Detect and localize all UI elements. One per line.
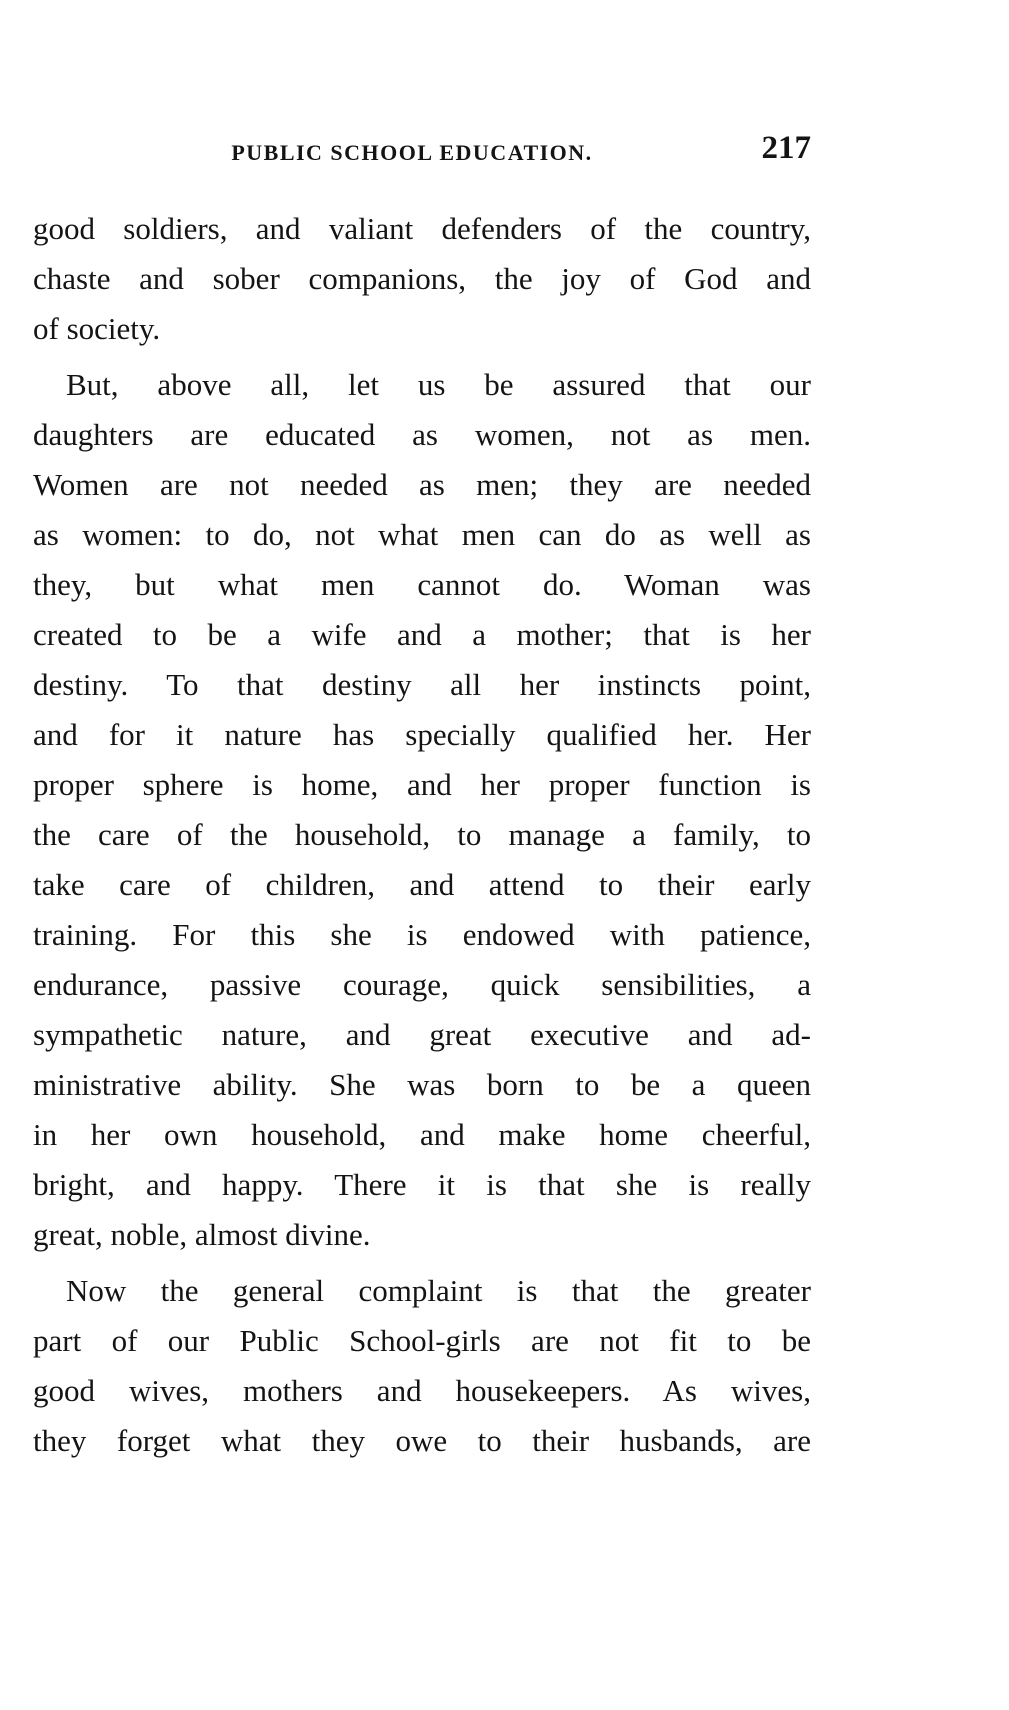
text-line: good wives, mothers and housekeepers. As wives,: [33, 1373, 811, 1408]
page-number: 217: [761, 130, 811, 166]
text-line: part of our Public School-girls are not fit to be: [33, 1323, 811, 1358]
text-line: they, but what men cannot do. Woman was: [33, 567, 811, 602]
paragraph-first-line: Now the general complaint is that the greater: [66, 1273, 811, 1308]
body-text: [33, 204, 811, 1466]
text-line: daughters are educated as women, not as men.: [33, 417, 811, 452]
text-line: as women: to do, not what men can do as well as: [33, 517, 811, 552]
paragraph-first-line: But, above all, let us be assured that our: [66, 367, 811, 402]
text-line: bright, and happy. There it is that she is really: [33, 1167, 811, 1202]
text-line: they forget what they owe to their husbands, are: [33, 1423, 811, 1458]
text-line: proper sphere is home, and her proper function is: [33, 767, 811, 802]
text-line: in her own household, and make home cheerful,: [33, 1117, 811, 1152]
running-head: [33, 128, 811, 168]
text-line: take care of children, and attend to their early: [33, 867, 811, 902]
text-line: ministrative ability. She was born to be a queen: [33, 1067, 811, 1102]
text-line: endurance, passive courage, quick sensibilities, a: [33, 967, 811, 1002]
text-line: Women are not needed as men; they are needed: [33, 467, 811, 502]
text-line: and for it nature has specially qualified her. Her: [33, 717, 811, 752]
text-line: sympathetic nature, and great executive and ad-: [33, 1017, 811, 1052]
text-line: created to be a wife and a mother; that is her: [33, 617, 811, 652]
text-line: destiny. To that destiny all her instincts point,: [33, 667, 811, 702]
text-line: good soldiers, and valiant defenders of the country,: [33, 211, 811, 246]
running-title: PUBLIC SCHOOL EDUCATION.: [231, 140, 593, 165]
text-line: great, noble, almost divine.: [33, 1217, 371, 1252]
text-line: the care of the household, to manage a family, to: [33, 817, 811, 852]
text-line: chaste and sober companions, the joy of God and: [33, 261, 811, 296]
text-line: of society.: [33, 311, 161, 346]
text-line: training. For this she is endowed with patience,: [33, 917, 811, 952]
